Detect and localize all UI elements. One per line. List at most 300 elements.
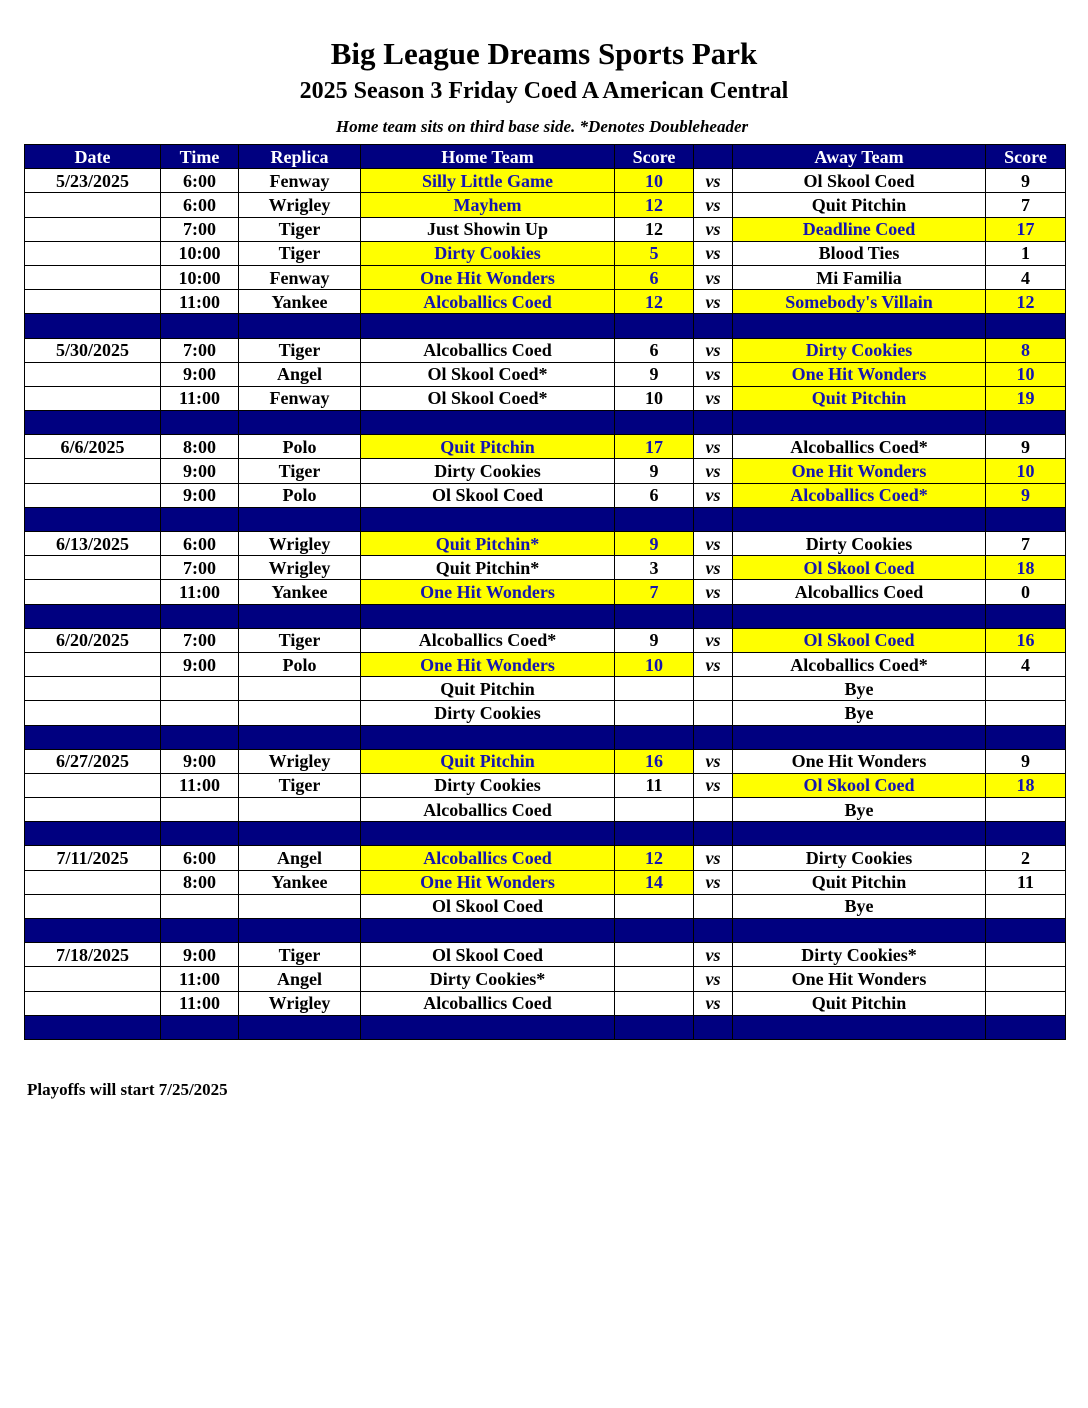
column-header-replica: Replica xyxy=(239,145,361,169)
vs-cell: vs xyxy=(694,459,733,483)
column-header-vs xyxy=(694,145,733,169)
away-score-cell: 1 xyxy=(986,241,1066,265)
game-row xyxy=(25,265,1066,289)
replica-cell: Wrigley xyxy=(239,193,361,217)
time-cell xyxy=(161,677,239,701)
replica-cell: Angel xyxy=(239,846,361,870)
date-cell xyxy=(25,701,161,725)
time-cell: 11:00 xyxy=(161,580,239,604)
away-team-cell: Somebody's Villain xyxy=(733,290,986,314)
separator-cell xyxy=(733,725,986,749)
date-cell xyxy=(25,362,161,386)
home-team-cell: One Hit Wonders xyxy=(361,870,615,894)
away-team-cell: Dirty Cookies* xyxy=(733,943,986,967)
away-team-cell: Bye xyxy=(733,798,986,822)
date-cell: 7/18/2025 xyxy=(25,943,161,967)
separator-cell xyxy=(161,725,239,749)
game-row xyxy=(25,773,1066,797)
home-score-cell: 9 xyxy=(615,362,694,386)
home-score-cell: 6 xyxy=(615,265,694,289)
away-team-cell: Ol Skool Coed xyxy=(733,169,986,193)
separator-cell xyxy=(25,604,161,628)
date-cell xyxy=(25,556,161,580)
away-score-cell xyxy=(986,701,1066,725)
separator-cell xyxy=(733,604,986,628)
replica-cell xyxy=(239,677,361,701)
home-score-cell xyxy=(615,991,694,1015)
date-cell: 6/27/2025 xyxy=(25,749,161,773)
separator-cell xyxy=(361,919,615,943)
away-team-cell: Quit Pitchin xyxy=(733,386,986,410)
away-score-cell xyxy=(986,967,1066,991)
date-cell: 5/23/2025 xyxy=(25,169,161,193)
column-header-away-score: Score xyxy=(986,145,1066,169)
home-team-cell: Ol Skool Coed xyxy=(361,943,615,967)
away-team-cell: One Hit Wonders xyxy=(733,967,986,991)
home-score-cell: 11 xyxy=(615,773,694,797)
time-cell: 11:00 xyxy=(161,773,239,797)
away-score-cell: 10 xyxy=(986,362,1066,386)
game-row xyxy=(25,459,1066,483)
vs-cell: vs xyxy=(694,749,733,773)
away-score-cell xyxy=(986,991,1066,1015)
away-team-cell: Alcoballics Coed xyxy=(733,580,986,604)
date-cell xyxy=(25,894,161,918)
separator-cell xyxy=(361,507,615,531)
date-cell: 6/20/2025 xyxy=(25,628,161,652)
time-cell: 9:00 xyxy=(161,749,239,773)
column-header-time: Time xyxy=(161,145,239,169)
date-cell: 6/6/2025 xyxy=(25,435,161,459)
separator-cell xyxy=(361,822,615,846)
game-row xyxy=(25,701,1066,725)
home-team-cell: Ol Skool Coed xyxy=(361,483,615,507)
separator-cell xyxy=(239,507,361,531)
home-team-cell: Mayhem xyxy=(361,193,615,217)
game-row xyxy=(25,846,1066,870)
vs-cell xyxy=(694,798,733,822)
separator-cell xyxy=(361,411,615,435)
time-cell: 10:00 xyxy=(161,241,239,265)
vs-cell: vs xyxy=(694,483,733,507)
away-score-cell xyxy=(986,894,1066,918)
date-cell xyxy=(25,459,161,483)
separator-cell xyxy=(986,604,1066,628)
separator-cell xyxy=(615,507,694,531)
away-score-cell: 7 xyxy=(986,193,1066,217)
separator-cell xyxy=(361,604,615,628)
separator-cell xyxy=(615,604,694,628)
home-team-cell: Quit Pitchin xyxy=(361,435,615,459)
vs-cell: vs xyxy=(694,870,733,894)
replica-cell: Tiger xyxy=(239,943,361,967)
separator-cell xyxy=(25,411,161,435)
vs-cell: vs xyxy=(694,846,733,870)
game-row xyxy=(25,991,1066,1015)
away-team-cell: Ol Skool Coed xyxy=(733,628,986,652)
column-header-home-team: Home Team xyxy=(361,145,615,169)
vs-cell: vs xyxy=(694,241,733,265)
playoffs-note: Playoffs will start 7/25/2025 xyxy=(27,1080,228,1099)
separator-cell xyxy=(25,725,161,749)
separator-cell xyxy=(161,919,239,943)
game-row xyxy=(25,338,1066,362)
replica-cell: Yankee xyxy=(239,580,361,604)
home-score-cell: 12 xyxy=(615,217,694,241)
separator-cell xyxy=(615,1015,694,1039)
game-row xyxy=(25,483,1066,507)
home-team-cell: Alcoballics Coed xyxy=(361,846,615,870)
time-cell: 7:00 xyxy=(161,338,239,362)
away-score-cell: 9 xyxy=(986,169,1066,193)
date-cell xyxy=(25,265,161,289)
vs-cell: vs xyxy=(694,435,733,459)
away-score-cell xyxy=(986,943,1066,967)
game-row xyxy=(25,290,1066,314)
date-cell xyxy=(25,652,161,676)
vs-cell xyxy=(694,677,733,701)
replica-cell: Angel xyxy=(239,967,361,991)
away-score-cell: 2 xyxy=(986,846,1066,870)
separator-cell xyxy=(239,919,361,943)
replica-cell: Yankee xyxy=(239,870,361,894)
separator-cell xyxy=(161,411,239,435)
separator-cell xyxy=(733,507,986,531)
vs-cell: vs xyxy=(694,386,733,410)
replica-cell: Wrigley xyxy=(239,532,361,556)
home-score-cell: 12 xyxy=(615,846,694,870)
vs-cell: vs xyxy=(694,628,733,652)
away-score-cell: 18 xyxy=(986,773,1066,797)
game-row xyxy=(25,241,1066,265)
separator-cell xyxy=(694,1015,733,1039)
time-cell: 11:00 xyxy=(161,290,239,314)
replica-cell: Polo xyxy=(239,652,361,676)
replica-cell: Tiger xyxy=(239,338,361,362)
time-cell: 9:00 xyxy=(161,483,239,507)
date-cell xyxy=(25,241,161,265)
date-cell xyxy=(25,991,161,1015)
time-cell: 10:00 xyxy=(161,265,239,289)
separator-cell xyxy=(733,314,986,338)
home-team-cell: Ol Skool Coed* xyxy=(361,386,615,410)
date-cell xyxy=(25,217,161,241)
home-score-cell: 16 xyxy=(615,749,694,773)
game-row xyxy=(25,435,1066,459)
separator-cell xyxy=(25,919,161,943)
separator-cell xyxy=(986,725,1066,749)
time-cell: 6:00 xyxy=(161,846,239,870)
home-score-cell: 6 xyxy=(615,338,694,362)
game-row xyxy=(25,362,1066,386)
home-team-cell: Silly Little Game xyxy=(361,169,615,193)
away-team-cell: Dirty Cookies xyxy=(733,846,986,870)
home-team-cell: Quit Pitchin* xyxy=(361,556,615,580)
replica-cell: Yankee xyxy=(239,290,361,314)
away-score-cell: 4 xyxy=(986,652,1066,676)
schedule-note: Home team sits on third base side. *Denotes Doubleheader xyxy=(335,117,749,136)
vs-cell: vs xyxy=(694,652,733,676)
home-team-cell: Dirty Cookies xyxy=(361,773,615,797)
away-team-cell: One Hit Wonders xyxy=(733,362,986,386)
vs-cell: vs xyxy=(694,967,733,991)
away-score-cell: 4 xyxy=(986,265,1066,289)
separator-cell xyxy=(161,604,239,628)
home-team-cell: Alcoballics Coed xyxy=(361,991,615,1015)
replica-cell: Tiger xyxy=(239,217,361,241)
home-team-cell: Ol Skool Coed* xyxy=(361,362,615,386)
away-team-cell: Quit Pitchin xyxy=(733,991,986,1015)
date-cell: 6/13/2025 xyxy=(25,532,161,556)
time-cell: 6:00 xyxy=(161,532,239,556)
column-header-date: Date xyxy=(25,145,161,169)
away-score-cell: 19 xyxy=(986,386,1066,410)
away-team-cell: Bye xyxy=(733,701,986,725)
time-cell: 6:00 xyxy=(161,193,239,217)
away-score-cell: 0 xyxy=(986,580,1066,604)
away-team-cell: Mi Familia xyxy=(733,265,986,289)
away-team-cell: Alcoballics Coed* xyxy=(733,652,986,676)
game-row xyxy=(25,894,1066,918)
separator-cell xyxy=(733,411,986,435)
home-team-cell: Ol Skool Coed xyxy=(361,894,615,918)
home-score-cell: 5 xyxy=(615,241,694,265)
home-team-cell: Quit Pitchin xyxy=(361,749,615,773)
home-score-cell: 9 xyxy=(615,628,694,652)
home-team-cell: One Hit Wonders xyxy=(361,265,615,289)
separator-cell xyxy=(161,507,239,531)
away-team-cell: Alcoballics Coed* xyxy=(733,435,986,459)
home-team-cell: Dirty Cookies xyxy=(361,459,615,483)
date-cell xyxy=(25,193,161,217)
away-team-cell: Bye xyxy=(733,677,986,701)
separator-cell xyxy=(694,314,733,338)
replica-cell: Fenway xyxy=(239,386,361,410)
away-team-cell: Alcoballics Coed* xyxy=(733,483,986,507)
home-team-cell: One Hit Wonders xyxy=(361,580,615,604)
away-score-cell: 17 xyxy=(986,217,1066,241)
home-team-cell: Dirty Cookies xyxy=(361,701,615,725)
separator-cell xyxy=(986,919,1066,943)
home-score-cell: 7 xyxy=(615,580,694,604)
separator-cell xyxy=(25,1015,161,1039)
separator-cell xyxy=(361,725,615,749)
game-row xyxy=(25,217,1066,241)
separator-cell xyxy=(239,1015,361,1039)
replica-cell: Wrigley xyxy=(239,991,361,1015)
vs-cell: vs xyxy=(694,338,733,362)
away-score-cell xyxy=(986,798,1066,822)
week-separator-row xyxy=(25,604,1066,628)
separator-cell xyxy=(161,314,239,338)
separator-cell xyxy=(986,1015,1066,1039)
time-cell: 7:00 xyxy=(161,217,239,241)
game-row xyxy=(25,580,1066,604)
replica-cell xyxy=(239,701,361,725)
time-cell: 11:00 xyxy=(161,967,239,991)
vs-cell: vs xyxy=(694,580,733,604)
separator-cell xyxy=(694,507,733,531)
schedule-body xyxy=(25,169,1066,1040)
separator-cell xyxy=(733,1015,986,1039)
page-title: Big League Dreams Sports Park xyxy=(330,36,758,71)
date-cell xyxy=(25,798,161,822)
home-score-cell: 6 xyxy=(615,483,694,507)
home-team-cell: Just Showin Up xyxy=(361,217,615,241)
away-team-cell: Dirty Cookies xyxy=(733,338,986,362)
time-cell: 11:00 xyxy=(161,991,239,1015)
home-score-cell: 12 xyxy=(615,193,694,217)
date-cell: 7/11/2025 xyxy=(25,846,161,870)
home-team-cell: Dirty Cookies xyxy=(361,241,615,265)
time-cell: 7:00 xyxy=(161,556,239,580)
vs-cell: vs xyxy=(694,991,733,1015)
game-row xyxy=(25,870,1066,894)
vs-cell: vs xyxy=(694,265,733,289)
separator-cell xyxy=(25,314,161,338)
replica-cell: Fenway xyxy=(239,169,361,193)
game-row xyxy=(25,749,1066,773)
away-score-cell: 12 xyxy=(986,290,1066,314)
vs-cell: vs xyxy=(694,773,733,797)
game-row xyxy=(25,532,1066,556)
home-score-cell: 10 xyxy=(615,169,694,193)
away-team-cell: Ol Skool Coed xyxy=(733,773,986,797)
separator-cell xyxy=(361,1015,615,1039)
column-header-home-score: Score xyxy=(615,145,694,169)
time-cell: 9:00 xyxy=(161,362,239,386)
away-team-cell: Dirty Cookies xyxy=(733,532,986,556)
separator-cell xyxy=(694,604,733,628)
date-cell xyxy=(25,870,161,894)
replica-cell: Tiger xyxy=(239,459,361,483)
home-score-cell xyxy=(615,798,694,822)
away-score-cell: 7 xyxy=(986,532,1066,556)
replica-cell: Wrigley xyxy=(239,556,361,580)
away-score-cell: 18 xyxy=(986,556,1066,580)
vs-cell: vs xyxy=(694,556,733,580)
home-team-cell: One Hit Wonders xyxy=(361,652,615,676)
separator-cell xyxy=(733,919,986,943)
replica-cell: Polo xyxy=(239,435,361,459)
separator-cell xyxy=(615,411,694,435)
game-row xyxy=(25,193,1066,217)
replica-cell: Wrigley xyxy=(239,749,361,773)
separator-cell xyxy=(694,411,733,435)
vs-cell: vs xyxy=(694,362,733,386)
game-row xyxy=(25,677,1066,701)
replica-cell: Tiger xyxy=(239,241,361,265)
separator-cell xyxy=(161,1015,239,1039)
replica-cell: Tiger xyxy=(239,628,361,652)
away-team-cell: One Hit Wonders xyxy=(733,459,986,483)
home-score-cell: 9 xyxy=(615,532,694,556)
date-cell xyxy=(25,580,161,604)
date-cell xyxy=(25,386,161,410)
separator-cell xyxy=(239,314,361,338)
game-row xyxy=(25,628,1066,652)
away-team-cell: One Hit Wonders xyxy=(733,749,986,773)
home-team-cell: Alcoballics Coed xyxy=(361,798,615,822)
home-team-cell: Dirty Cookies* xyxy=(361,967,615,991)
away-team-cell: Quit Pitchin xyxy=(733,870,986,894)
week-separator-row xyxy=(25,411,1066,435)
home-score-cell: 10 xyxy=(615,386,694,410)
separator-cell xyxy=(986,822,1066,846)
date-cell: 5/30/2025 xyxy=(25,338,161,362)
separator-cell xyxy=(615,314,694,338)
time-cell: 11:00 xyxy=(161,386,239,410)
vs-cell: vs xyxy=(694,217,733,241)
home-score-cell: 17 xyxy=(615,435,694,459)
game-row xyxy=(25,556,1066,580)
away-score-cell: 9 xyxy=(986,483,1066,507)
away-score-cell: 10 xyxy=(986,459,1066,483)
time-cell: 6:00 xyxy=(161,169,239,193)
home-team-cell: Alcoballics Coed xyxy=(361,338,615,362)
header-row xyxy=(25,145,1066,169)
away-team-cell: Ol Skool Coed xyxy=(733,556,986,580)
away-score-cell: 11 xyxy=(986,870,1066,894)
home-score-cell: 14 xyxy=(615,870,694,894)
game-row xyxy=(25,943,1066,967)
separator-cell xyxy=(694,822,733,846)
home-score-cell xyxy=(615,894,694,918)
time-cell xyxy=(161,701,239,725)
week-separator-row xyxy=(25,1015,1066,1039)
home-team-cell: Alcoballics Coed* xyxy=(361,628,615,652)
game-row xyxy=(25,169,1066,193)
replica-cell: Angel xyxy=(239,362,361,386)
separator-cell xyxy=(694,919,733,943)
home-score-cell: 12 xyxy=(615,290,694,314)
replica-cell xyxy=(239,798,361,822)
away-score-cell: 8 xyxy=(986,338,1066,362)
replica-cell: Tiger xyxy=(239,773,361,797)
game-row xyxy=(25,652,1066,676)
home-score-cell: 10 xyxy=(615,652,694,676)
week-separator-row xyxy=(25,725,1066,749)
replica-cell xyxy=(239,894,361,918)
separator-cell xyxy=(615,822,694,846)
away-team-cell: Blood Ties xyxy=(733,241,986,265)
game-row xyxy=(25,967,1066,991)
date-cell xyxy=(25,290,161,314)
time-cell xyxy=(161,894,239,918)
vs-cell: vs xyxy=(694,532,733,556)
away-team-cell: Quit Pitchin xyxy=(733,193,986,217)
separator-cell xyxy=(615,919,694,943)
away-team-cell: Deadline Coed xyxy=(733,217,986,241)
separator-cell xyxy=(161,822,239,846)
home-score-cell xyxy=(615,943,694,967)
week-separator-row xyxy=(25,314,1066,338)
separator-cell xyxy=(25,822,161,846)
away-score-cell: 9 xyxy=(986,435,1066,459)
game-row xyxy=(25,386,1066,410)
home-score-cell xyxy=(615,677,694,701)
separator-cell xyxy=(361,314,615,338)
separator-cell xyxy=(986,411,1066,435)
away-team-cell: Bye xyxy=(733,894,986,918)
vs-cell xyxy=(694,701,733,725)
separator-cell xyxy=(239,822,361,846)
vs-cell: vs xyxy=(694,169,733,193)
replica-cell: Polo xyxy=(239,483,361,507)
time-cell xyxy=(161,798,239,822)
separator-cell xyxy=(239,604,361,628)
week-separator-row xyxy=(25,822,1066,846)
